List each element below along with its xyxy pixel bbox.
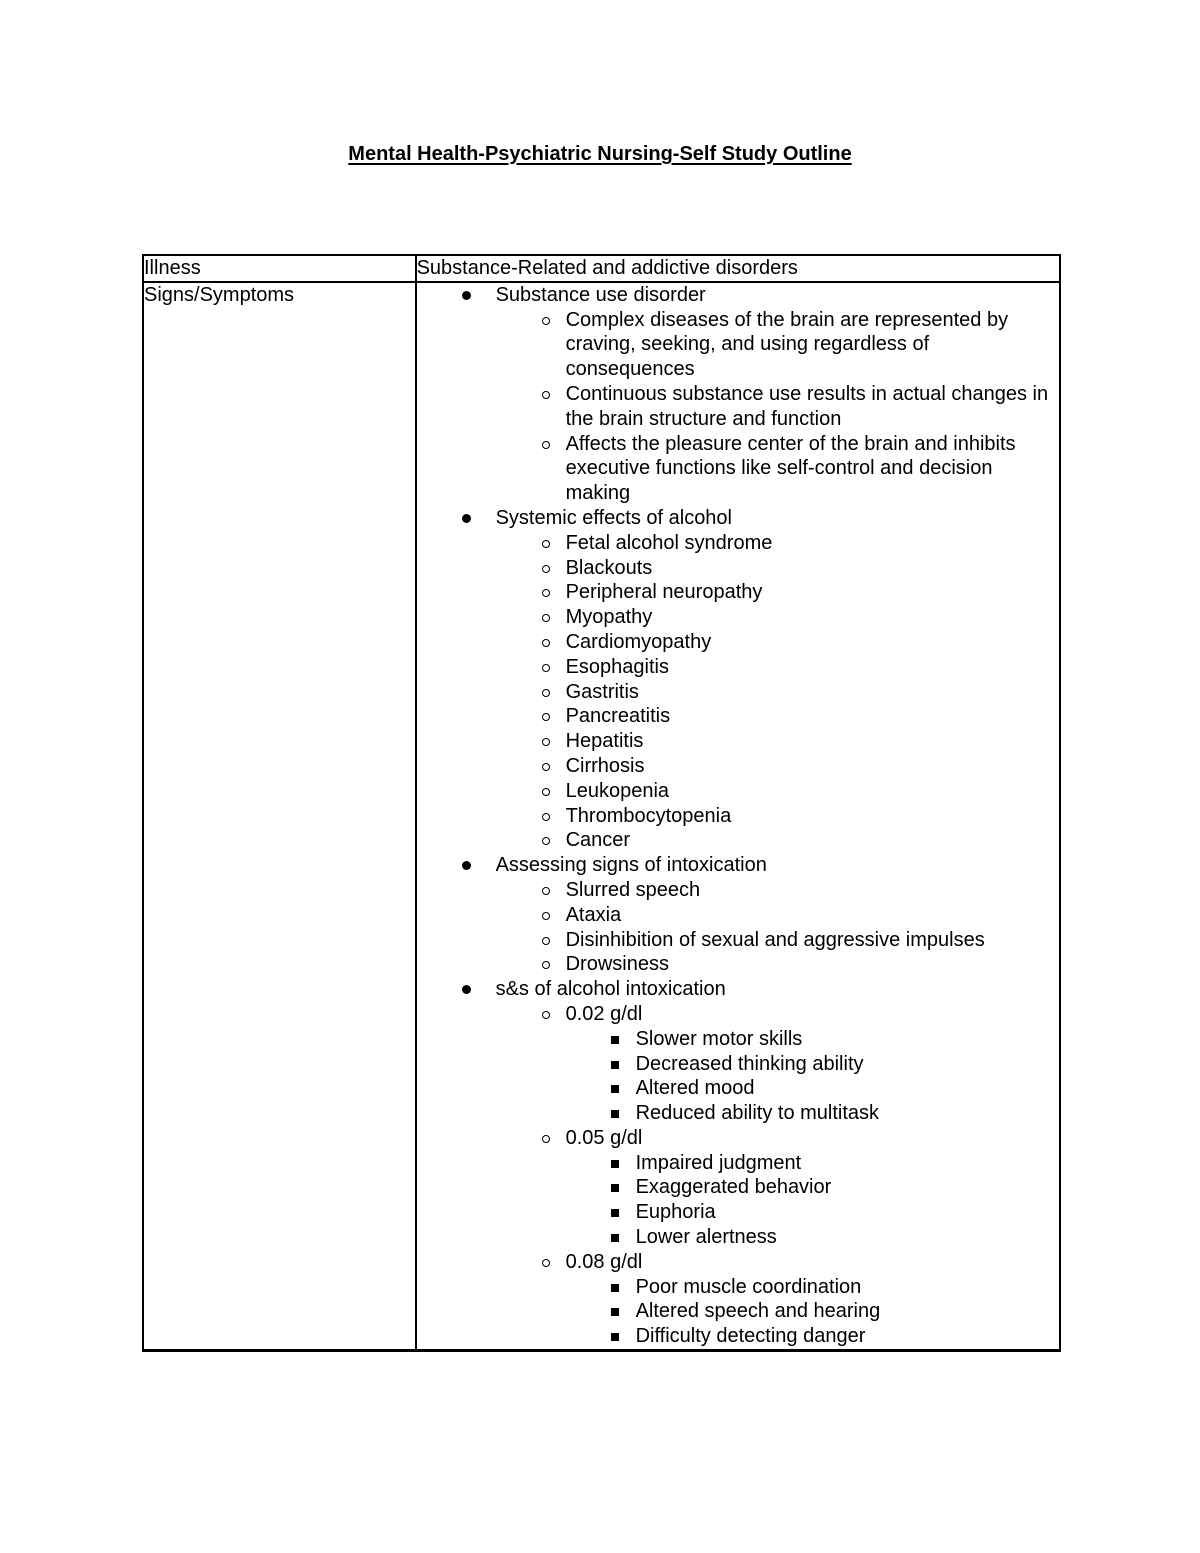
list-item-text: Leukopenia xyxy=(565,779,670,802)
square-bullet-icon xyxy=(611,1085,619,1093)
outline-section xyxy=(417,853,1059,977)
list-item-text: Altered speech and hearing xyxy=(635,1300,881,1323)
list-item-text: Difficulty detecting danger xyxy=(635,1325,866,1348)
list-item-text: Disinhibition of sexual and aggressive impulses xyxy=(565,928,985,951)
square-bullet-icon xyxy=(611,1234,619,1242)
list-item xyxy=(496,779,1059,804)
table-row xyxy=(143,282,1060,1351)
list-item-text: Thrombocytopenia xyxy=(565,804,732,827)
list-item-text: Drowsiness xyxy=(565,953,669,976)
section-heading: Substance use disorder xyxy=(495,283,706,306)
row-label-signs-symptoms: Signs/Symptoms xyxy=(143,282,416,1351)
outline-table xyxy=(142,254,1061,1352)
hollow-circle-bullet-icon xyxy=(542,961,550,969)
list-item-text: Cancer xyxy=(565,829,631,852)
hollow-circle-bullet-icon xyxy=(542,639,550,647)
list-item xyxy=(496,729,1059,754)
hollow-circle-bullet-icon xyxy=(542,540,550,548)
sub-sub-list xyxy=(496,1275,1059,1349)
list-item-text: Slower motor skills xyxy=(635,1027,803,1050)
outline-list xyxy=(417,283,1059,1349)
list-item xyxy=(496,928,1059,953)
list-item xyxy=(496,828,1059,853)
hollow-circle-bullet-icon xyxy=(542,937,550,945)
list-item xyxy=(566,1299,1059,1324)
list-item xyxy=(496,308,1059,382)
list-item xyxy=(496,580,1059,605)
list-item xyxy=(496,382,1059,432)
section-heading: s&s of alcohol intoxication xyxy=(495,978,726,1001)
list-item-text: Pancreatitis xyxy=(565,705,671,728)
list-item-text: Lower alertness xyxy=(635,1226,777,1249)
list-item-text: Blackouts xyxy=(565,556,653,579)
sub-sub-list xyxy=(496,1027,1059,1126)
list-item xyxy=(496,556,1059,581)
hollow-circle-bullet-icon xyxy=(542,887,550,895)
list-item xyxy=(496,952,1059,977)
square-bullet-icon xyxy=(611,1110,619,1118)
list-item xyxy=(496,804,1059,829)
hollow-circle-bullet-icon xyxy=(542,317,550,325)
outline-section xyxy=(417,506,1059,853)
list-item-text: 0.05 g/dl xyxy=(565,1126,643,1149)
list-item-text: Euphoria xyxy=(635,1201,716,1224)
sub-list xyxy=(417,1002,1059,1349)
list-item xyxy=(566,1151,1059,1176)
filled-bullet-icon xyxy=(462,291,471,300)
square-bullet-icon xyxy=(611,1160,619,1168)
list-item-text: Cardiomyopathy xyxy=(565,630,712,653)
hollow-circle-bullet-icon xyxy=(542,614,550,622)
list-item xyxy=(496,432,1059,506)
outline-section xyxy=(417,283,1059,506)
hollow-circle-bullet-icon xyxy=(542,1011,550,1019)
list-item-text: Myopathy xyxy=(565,606,653,629)
list-item xyxy=(566,1101,1059,1126)
square-bullet-icon xyxy=(611,1209,619,1217)
list-item xyxy=(566,1275,1059,1300)
square-bullet-icon xyxy=(611,1308,619,1316)
list-item xyxy=(566,1225,1059,1250)
sub-list xyxy=(417,878,1059,977)
hollow-circle-bullet-icon xyxy=(542,664,550,672)
hollow-circle-bullet-icon xyxy=(542,391,550,399)
list-item-text: Fetal alcohol syndrome xyxy=(565,531,773,554)
list-item-text: Altered mood xyxy=(635,1077,755,1100)
list-item xyxy=(496,531,1059,556)
square-bullet-icon xyxy=(611,1284,619,1292)
sub-sub-list xyxy=(496,1151,1059,1250)
list-item-text: Decreased thinking ability xyxy=(635,1052,864,1075)
hollow-circle-bullet-icon xyxy=(542,1259,550,1267)
row-value-illness: Substance-Related and addictive disorders xyxy=(416,255,1060,282)
list-item xyxy=(496,680,1059,705)
list-item xyxy=(496,655,1059,680)
list-item-text: Hepatitis xyxy=(565,730,644,753)
list-item xyxy=(496,1250,1059,1349)
list-item xyxy=(566,1200,1059,1225)
hollow-circle-bullet-icon xyxy=(542,788,550,796)
list-item xyxy=(566,1052,1059,1077)
hollow-circle-bullet-icon xyxy=(542,813,550,821)
list-item xyxy=(496,1126,1059,1250)
list-item xyxy=(496,903,1059,928)
square-bullet-icon xyxy=(611,1036,619,1044)
list-item-text: Peripheral neuropathy xyxy=(565,581,763,604)
signs-symptoms-list-cell xyxy=(416,282,1060,1351)
filled-bullet-icon xyxy=(462,514,471,523)
sub-list xyxy=(417,308,1059,506)
list-item-text: Exaggerated behavior xyxy=(635,1176,832,1199)
list-item xyxy=(566,1027,1059,1052)
hollow-circle-bullet-icon xyxy=(542,689,550,697)
list-item-text: Slurred speech xyxy=(565,878,701,901)
section-heading: Systemic effects of alcohol xyxy=(495,506,732,529)
table-row xyxy=(143,255,1060,282)
filled-bullet-icon xyxy=(462,985,471,994)
list-item-text: Ataxia xyxy=(565,903,622,926)
list-item-text: Esophagitis xyxy=(565,655,669,678)
hollow-circle-bullet-icon xyxy=(542,441,550,449)
hollow-circle-bullet-icon xyxy=(542,912,550,920)
hollow-circle-bullet-icon xyxy=(542,837,550,845)
list-item xyxy=(496,1002,1059,1126)
hollow-circle-bullet-icon xyxy=(542,589,550,597)
list-item xyxy=(566,1076,1059,1101)
row-label-illness: Illness xyxy=(143,255,416,282)
page-title: Mental Health-Psychiatric Nursing-Self Study Outline xyxy=(348,143,852,165)
list-item xyxy=(566,1175,1059,1200)
list-item xyxy=(496,754,1059,779)
filled-bullet-icon xyxy=(462,861,471,870)
list-item-text: Affects the pleasure center of the brain and inhibits executive functions like self-control and decision making xyxy=(565,432,1016,505)
hollow-circle-bullet-icon xyxy=(542,565,550,573)
list-item xyxy=(496,704,1059,729)
sub-list xyxy=(417,531,1059,853)
list-item-text: 0.08 g/dl xyxy=(565,1250,643,1273)
hollow-circle-bullet-icon xyxy=(542,763,550,771)
list-item xyxy=(496,878,1059,903)
list-item-text: Reduced ability to multitask xyxy=(635,1102,880,1125)
hollow-circle-bullet-icon xyxy=(542,1135,550,1143)
list-item xyxy=(566,1324,1059,1349)
outline-section xyxy=(417,977,1059,1349)
hollow-circle-bullet-icon xyxy=(542,738,550,746)
list-item xyxy=(496,630,1059,655)
section-heading: Assessing signs of intoxication xyxy=(495,854,767,877)
square-bullet-icon xyxy=(611,1333,619,1341)
hollow-circle-bullet-icon xyxy=(542,713,550,721)
list-item-text: Continuous substance use results in actual changes in the brain structure and function xyxy=(565,382,1049,430)
list-item-text: 0.02 g/dl xyxy=(565,1002,643,1025)
list-item-text: Cirrhosis xyxy=(565,754,645,777)
square-bullet-icon xyxy=(611,1061,619,1069)
list-item-text: Gastritis xyxy=(565,680,639,703)
list-item-text: Impaired judgment xyxy=(635,1151,802,1174)
square-bullet-icon xyxy=(611,1184,619,1192)
list-item-text: Complex diseases of the brain are represented by craving, seeking, and using regardless of consequences xyxy=(565,308,1009,381)
list-item xyxy=(496,605,1059,630)
list-item-text: Poor muscle coordination xyxy=(635,1275,862,1298)
